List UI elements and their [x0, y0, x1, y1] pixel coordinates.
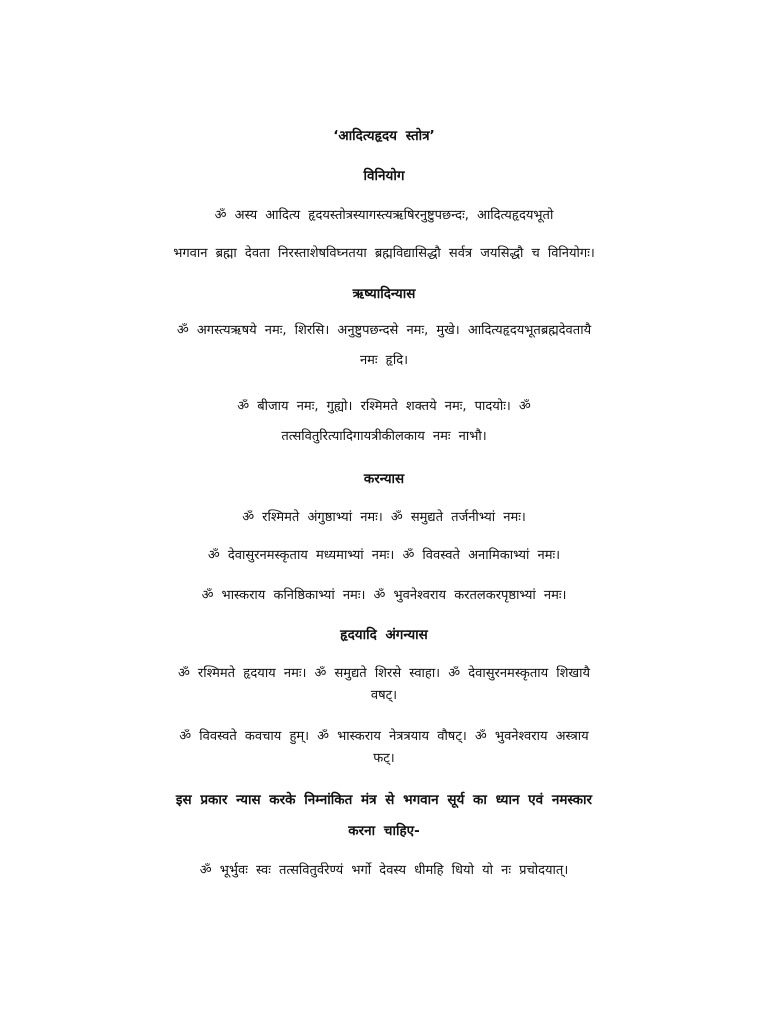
hridayadi-line-2: वषट्। — [370, 688, 398, 703]
viniyog-heading: विनियोग — [363, 168, 405, 184]
instruction-line-2: करना चाहिए- — [348, 823, 420, 839]
document-title: ‘आदित्यहृदय स्तोत्र’ — [333, 128, 435, 144]
karanyas-line-2: ॐ देवासुरनमस्कृताय मध्यमाभ्यां नमः। ॐ विवस्वते अनामिकाभ्यां नमः। — [207, 548, 561, 563]
rishyadinyas-line-2: नमः हृदि। — [359, 353, 409, 368]
karanyas-heading: करन्यास — [363, 471, 405, 487]
hridayadi-line-1: ॐ रश्मिमते हृदयाय नमः। ॐ समुद्यते शिरसे स्वाहा। ॐ देवासुरनमस्कृताय शिखायै — [177, 666, 591, 681]
rishyadinyas-line-4: तत्सवितुरित्यादिगायत्रीकीलकाय नमः नाभौ। — [281, 429, 487, 444]
gayatri-mantra: ॐ भूर्भुवः स्वः तत्सवितुर्वरेण्यं भर्गो देवस्य धीमहि धियो यो नः प्रचोदयात्। — [199, 863, 569, 878]
karanyas-line-3: ॐ भास्कराय कनिष्ठिकाभ्यां नमः। ॐ भुवनेश्वराय करतलकरपृष्ठाभ्यां नमः। — [201, 588, 567, 603]
viniyog-line-1: ॐ अस्य आदित्य हृदयस्तोत्रस्यागस्त्यऋषिरनुष्टुपछन्दः, आदित्यहृदयभूतो — [214, 208, 554, 223]
hridayadi-line-4: फट्। — [373, 751, 395, 766]
rishyadinyas-line-1: ॐ अगस्त्यऋषये नमः, शिरसि। अनुष्टुपछन्दसे नमः, मुखे। आदित्यहृदयभूतब्रह्मदेवतायै — [176, 323, 592, 338]
hridayadi-heading: हृदयादि अंगन्यास — [340, 627, 428, 643]
rishyadinyas-line-3: ॐ बीजाय नमः, गुह्यो। रश्मिमते शक्तये नमः, पादयोः। ॐ — [237, 399, 531, 414]
hridayadi-line-3: ॐ विवस्वते कवचाय हुम्। ॐ भास्कराय नेत्रत्रयाय वौषट्। ॐ भुवनेश्वराय अस्त्राय — [179, 729, 589, 744]
karanyas-line-1: ॐ रश्मिमते अंगुष्ठाभ्यां नमः। ॐ समुद्यते तर्जनीभ्यां नमः। — [242, 510, 526, 525]
instruction-line-1: इस प्रकार न्यास करके निम्नांकित मंत्र से भगवान सूर्य का ध्यान एवं नमस्कार — [175, 792, 593, 808]
viniyog-line-2: भगवान ब्रह्मा देवता निरस्ताशेषविघ्नतया ब्रह्मविद्यासिद्धौ सर्वत्र जयसिद्धौ च विनियोगः। — [173, 246, 595, 261]
rishyadinyas-heading: ऋष्यादिन्यास — [352, 286, 416, 302]
